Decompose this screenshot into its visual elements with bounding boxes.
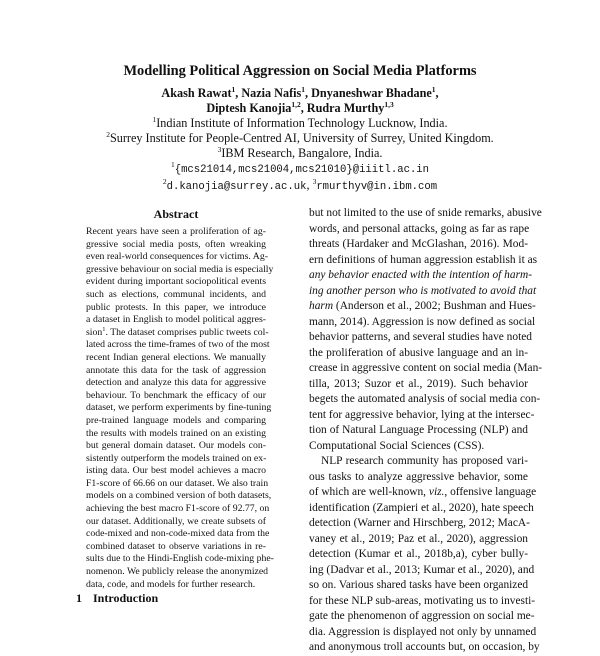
section-number: 1	[76, 591, 82, 605]
author-name: Diptesh Kanojia	[206, 101, 292, 115]
author-sup: 1,2	[291, 99, 301, 109]
body-line: Computational Social Sciences (CSS).	[309, 439, 485, 452]
author-name: Akash Rawat	[161, 86, 232, 100]
body-line: crease in aggressive content on social media (Man-	[309, 362, 543, 374]
abstract-line: combined dataset to observe variations in re-	[86, 540, 266, 552]
abstract-heading: Abstract	[153, 207, 199, 221]
abstract-line: sults due to the Hindi-English code-mixing phe-	[86, 553, 274, 565]
body-line: ing another person who is motivated to avoid that	[309, 284, 537, 297]
email-line-1: $^1${mcs21014,mcs21004,mcs21010}@iiitl.ac.in	[170, 159, 430, 176]
abstract-line: recent Indian general elections. We manually	[86, 351, 266, 363]
body-line: NLP research community has proposed vari-	[321, 455, 528, 467]
abstract-line: isting data. Our best model achieves a macro	[86, 465, 266, 477]
email-address[interactable]: d.kanojia@surrey.ac.uk	[166, 181, 307, 193]
author-sup: 1	[431, 84, 436, 94]
body-line: identification (Zampieri et al., 2020), hate speech	[309, 501, 534, 514]
footnote-mark[interactable]: 1	[102, 325, 106, 333]
body-line: ern definitions of human aggression establish it as	[309, 253, 538, 266]
author-sup: 1	[301, 84, 306, 94]
body-line: vaney et al., 2019; Paz et al., 2020), aggression	[309, 532, 528, 545]
abstract-line: Recent years have seen a proliferation of ag-	[86, 226, 266, 237]
author-sup: 1,3	[384, 99, 394, 109]
abstract-line: gressive behaviour on social media is especially	[86, 263, 274, 275]
body-line: threats (Hardaker and McGlashan, 2016). Mod-	[309, 238, 528, 250]
email-line-2: $^2$d.kanojia@surrey.ac.uk, $^3$rmurthyv@in.ibm.com	[162, 176, 438, 193]
body-line: dia. Aggression is displayed not only by unnamed	[309, 625, 537, 638]
body-line: for these NLP sub-areas, motivating us to investi-	[309, 594, 536, 607]
body-line: ing (Dadvar et al., 2013; Kumar et al., 2020), and	[309, 563, 535, 576]
affiliation-2: $^2$Surrey Institute for People-Centred AI, University of Surrey, United Kingdom.	[106, 129, 494, 145]
abstract-line: our dataset. Additionally, we create subsets of	[86, 515, 266, 527]
abstract-line: lated across the time-frames of two of the most	[86, 339, 270, 351]
abstract-line: but general domain dataset. Our models con-	[86, 440, 266, 452]
abstract-line: nomenon. We publicly release the anonymized	[86, 566, 269, 578]
body-line: of which are well-known, viz., offensive language	[309, 486, 537, 498]
abstract-line: the results with models trained on an existing	[86, 427, 266, 439]
body-line: gate the phenomenon of aggression on social me-	[309, 610, 535, 622]
body-line: tion of Natural Language Processing (NLP) and	[309, 424, 528, 436]
abstract-body	[86, 226, 274, 591]
abstract-line: dataset, we perform experiments by fine-tuning	[86, 402, 272, 414]
body-line: the proliferation of abusive language and an in-	[309, 346, 528, 359]
body-line: tent for aggressive behavior, lying at the intersec-	[309, 408, 535, 421]
abstract-line: evident during important sociopolitical events	[86, 276, 266, 288]
affiliation-1: $^1$Indian Institute of Information Technology Lucknow, India.	[152, 114, 448, 130]
body-line: tilla, 2013; Suzor et al., 2019). Such behavior	[309, 377, 528, 390]
abstract-line: data, code, and models for further research.	[86, 578, 256, 590]
body-line: mann, 2014). Aggression is now defined as social	[309, 315, 536, 328]
author-name: Dnyaneshwar Bhadane	[311, 86, 432, 100]
body-line: but not limited to the use of snide remarks, abusive	[309, 207, 542, 219]
section-heading	[76, 591, 158, 606]
body-line: harm (Anderson et al., 2002; Bushman and Hues-	[309, 300, 536, 312]
body-line: words, and personal attacks, going as far as rape	[309, 222, 530, 235]
paper-title: Modelling Political Aggression on Social Media Platforms	[123, 63, 477, 79]
body-line: detection (Kumar et al., 2018b,a), cyber bully-	[309, 548, 528, 560]
body-line: ous tasks to analyze aggressive behavior, some	[309, 470, 528, 483]
body-line: any behavior enacted with the intention of harm-	[309, 269, 533, 281]
body-line: and anonymous troll accounts but, on occasion, by	[309, 641, 540, 653]
author-block	[0, 86, 600, 195]
author-name: Rudra Murthy	[306, 101, 385, 115]
abstract-line: achieving the best macro F1-score of 92.77, on	[86, 503, 270, 515]
body-line: detection (Warner and Hirschberg, 2012; MacA-	[309, 517, 530, 529]
abstract-line: sistently outperform the models trained on ex-	[86, 452, 267, 464]
abstract-line: gressive social media posts, often wreaking	[86, 238, 266, 250]
abstract-line: even real-world consequences for victims. Ag-	[86, 251, 268, 263]
abstract-line: pre-trained language models and comparing	[86, 414, 266, 426]
right-column-text	[309, 206, 543, 656]
abstract-line: sion$^1$. The dataset comprises public tweets col-	[86, 325, 269, 338]
abstract-line: models on a combined version of both datasets,	[86, 490, 272, 502]
author-line-2: Diptesh Kanojia$^{1,2}$, Rudra Murthy$^{1,3}$	[206, 99, 394, 115]
author-name: Nazia Nafis	[241, 86, 302, 100]
section-title: Introduction	[93, 591, 159, 605]
abstract-line: a dataset in English to model political aggres-	[86, 314, 266, 326]
author-sup: 1	[231, 84, 236, 94]
body-line: behavior patterns, and several studies have noted	[309, 331, 532, 343]
email-address[interactable]: {mcs21014,mcs21004,mcs21010}@iiitl.ac.in	[174, 164, 430, 176]
author-line-1: Akash Rawat$^1$, Nazia Nafis$^1$, Dnyaneshwar Bhadane$^1$,	[161, 84, 439, 100]
email-address[interactable]: rmurthyv@in.ibm.com	[316, 181, 438, 193]
abstract-line: F1-score of 66.66 on our dataset. We also train	[86, 477, 269, 489]
affiliation-3: $^3$IBM Research, Bangalore, India.	[217, 144, 383, 160]
abstract-line: such as elections, communal incidents, and	[86, 288, 266, 300]
abstract-line: public protests. In this paper, we introduce	[86, 301, 266, 313]
abstract-line: behaviour. To benchmark the efficacy of our	[86, 389, 266, 401]
body-line: begets the automated analysis of social media con-	[309, 393, 541, 405]
abstract-line: detection and analyze this data for aggressive	[86, 377, 266, 389]
abstract-line: annotate this data for the task of aggression	[86, 364, 266, 376]
body-line: so on. Various shared tasks have been organized	[309, 579, 529, 591]
abstract-line: code-mixed and non-code-mixed data from the	[86, 528, 270, 540]
